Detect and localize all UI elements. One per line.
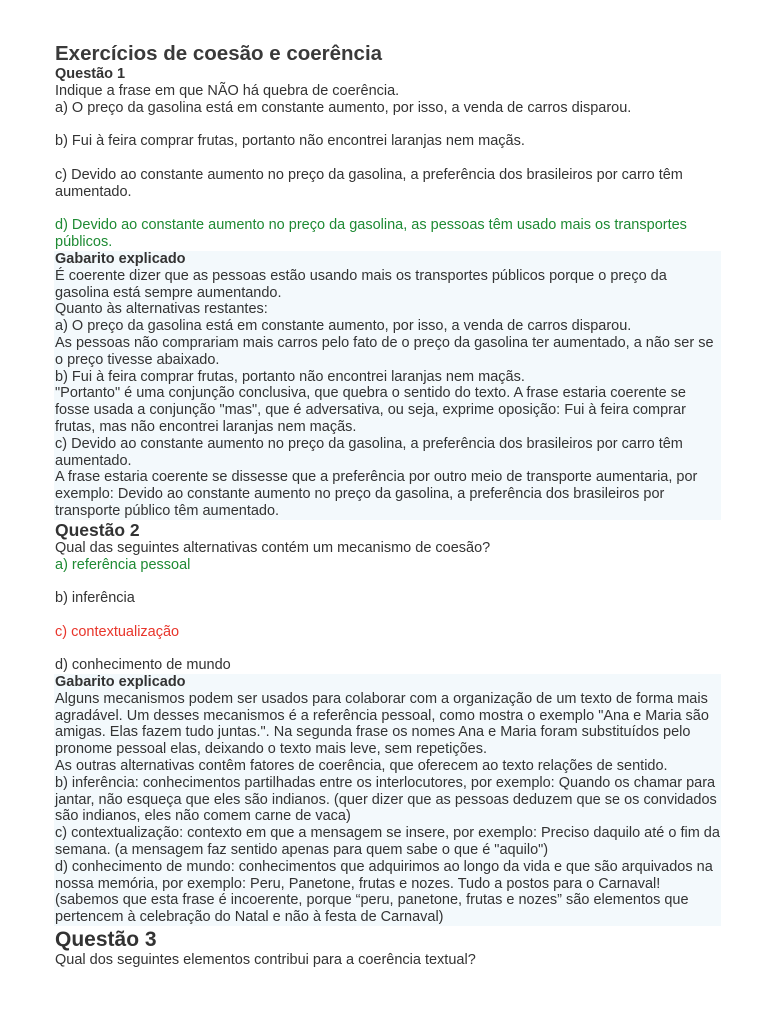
question-2-gabarito-title: Gabarito explicado: [55, 674, 186, 691]
question-1-option-d-correct: d) Devido ao constante aumento no preço da gasolina, as pessoas têm usado mais os transportes públicos.: [55, 217, 687, 251]
question-2-option-d: d) conhecimento de mundo: [55, 657, 231, 674]
question-1-option-b: b) Fui à feira comprar frutas, portanto não encontrei laranjas nem maçãs.: [55, 133, 525, 150]
question-1-explanation-line: A frase estaria coerente se dissesse que a preferência por outro meio de transporte aumentaria, por exemplo: Devido ao constante aumento no preço da gasolina, a preferência dos brasileiros por transporte público têm aumentado.: [55, 469, 698, 519]
question-1: [55, 66, 721, 520]
question-2-answer-explanation: [54, 674, 721, 926]
question-1-prompt: Indique a frase em que NÃO há quebra de coerência.: [55, 83, 400, 99]
question-1-explanation-line: As pessoas não comprariam mais carros pelo fato de o preço da gasolina ter aumentado, a não ser se o preço tivesse abaixado.: [55, 334, 714, 368]
question-1-option-c: c) Devido ao constante aumento no preço da gasolina, a preferência dos brasileiros por carro têm aumentado.: [55, 166, 683, 200]
question-1-explanation-line: Quanto às alternativas restantes:: [55, 301, 268, 318]
question-1-explanation-line: b) Fui à feira comprar frutas, portanto não encontrei laranjas nem maçãs.: [55, 368, 525, 385]
question-3-heading: Questão 3: [55, 928, 157, 952]
question-1-heading: Questão 1: [55, 66, 126, 82]
question-2-option-b: b) inferência: [55, 590, 135, 607]
document-content: [55, 42, 721, 969]
question-1-option-a: a) O preço da gasolina está em constante aumento, por isso, a venda de carros disparou.: [55, 99, 632, 116]
question-1-explanation-line: a) O preço da gasolina está em constante aumento, por isso, a venda de carros disparou.: [55, 318, 632, 335]
question-1-gabarito-title: Gabarito explicado: [55, 250, 186, 267]
question-1-explanation-line: "Portanto" é uma conjunção conclusiva, que quebra o sentido do texto. A frase estaria coerente se fosse usada a conjunção "mas", que é adversativa, ou seja, exprime oposição: Fui à feira comprar frutas, mas não encontrei laranjas nem maçãs.: [55, 385, 686, 435]
question-3: [55, 928, 721, 969]
question-2-explanation-line: d) conhecimento de mundo: conhecimentos que adquirimos ao longo da vida e que são arquivados na nossa memória, por exemplo: Peru, Panetone, frutas e nozes. Tudo a postos para o Carnaval! (sabemos que esta frase é incoerente, porque “peru, panetone, frutas e nozes” são elementos que pertencem à celebração do Natal e não à festa de Carnaval): [55, 858, 713, 926]
question-1-explanation-line: c) Devido ao constante aumento no preço da gasolina, a preferência dos brasileiros por carro têm aumentado.: [55, 435, 683, 469]
question-1-explanation-line: É coerente dizer que as pessoas estão usando mais os transportes públicos porque o preço da gasolina está sempre aumentando.: [55, 267, 667, 301]
question-2-explanation-line: Alguns mecanismos podem ser usados para colaborar com a organização de um texto de forma mais agradável. Um desses mecanismos é a referência pessoal, como mostra o exemplo "Ana e Maria são amigas. Elas fazem tudo juntas.". Na segunda frase os nomes Ana e Maria foram substituídos pelo pronome pessoal elas, deixando o texto mais leve, sem repetições.: [55, 690, 709, 758]
question-2-option-a-correct: a) referência pessoal: [55, 556, 191, 573]
question-2-explanation-line: c) contextualização: contexto em que a mensagem se insere, por exemplo: Preciso daquilo até o fim da semana. (a mensagem faz sentido apenas para quem sabe o que é "aquilo"): [55, 825, 720, 859]
page-title: Exercícios de coesão e coerência: [55, 42, 383, 65]
question-2-prompt: Qual das seguintes alternativas contém um mecanismo de coesão?: [55, 539, 491, 556]
question-2: [55, 520, 721, 926]
question-2-explanation-line: b) inferência: conhecimentos partilhadas entre os interlocutores, por exemplo: Quando os chamar para jantar, não esqueça que eles são indianos. (quer dizer que as pessoas deduzem que se os convidados são indianos, eles não comem carne de vaca): [55, 774, 717, 825]
question-3-prompt: Qual dos seguintes elementos contribui para a coerência textual?: [55, 952, 476, 969]
question-2-option-c-wrong: c) contextualização: [55, 623, 180, 640]
question-2-heading: Questão 2: [55, 519, 140, 540]
question-1-answer-explanation: [54, 251, 721, 520]
question-2-explanation-line: As outras alternativas contêm fatores de coerência, que oferecem ao texto relações de sentido.: [55, 758, 668, 775]
